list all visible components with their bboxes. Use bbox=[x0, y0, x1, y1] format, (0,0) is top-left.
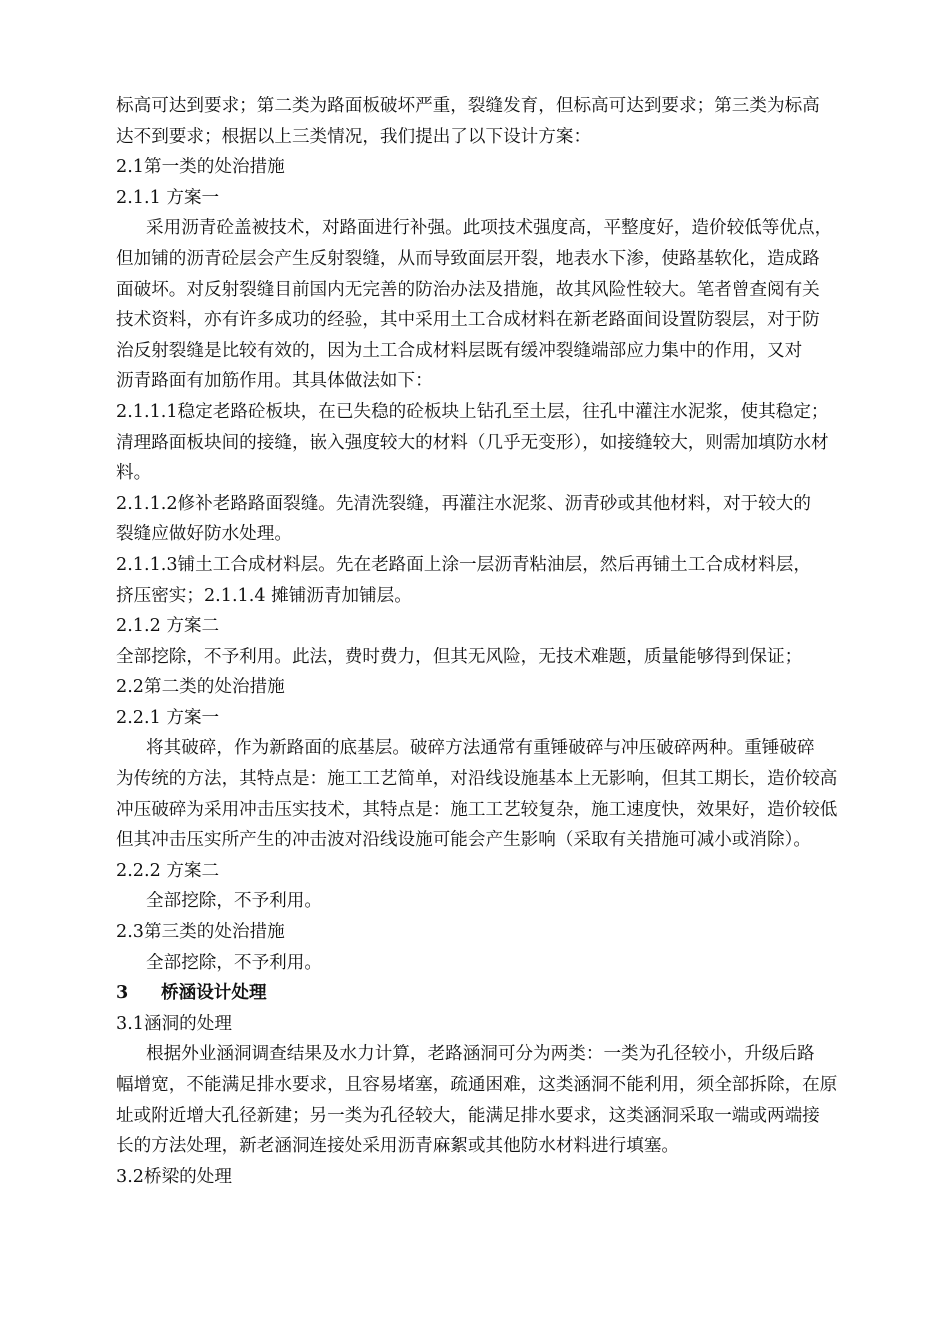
text-line: 采用沥青砼盖被技术，对路面进行补强。此项技术强度高，平整度好，造价较低等优点， bbox=[146, 218, 833, 239]
text-line: 清理路面板块间的接缝，嵌入强度较大的材料（几乎无变形），如接缝较大，则需加填防水材 bbox=[116, 432, 829, 453]
text-line: 挤压密实；2.1.1.4 摊铺沥青加铺层。 bbox=[116, 585, 412, 606]
text-line: 3.2桥梁的处理 bbox=[116, 1166, 232, 1187]
text-line: 治反射裂缝是比较有效的，因为土工合成材料层既有缓冲裂缝端部应力集中的作用，又对 bbox=[116, 340, 803, 361]
text-line: 面破坏。对反射裂缝目前国内无完善的防治办法及措施，故其风险性较大。笔者曾查阅有关 bbox=[116, 279, 820, 300]
text-line: 但其冲击压实所产生的冲击波对沿线设施可能会产生影响（采取有关措施可减小或消除）。 bbox=[116, 830, 811, 851]
text-line: 全部挖除，不予利用。此法，费时费力，但其无风险，无技术难题，质量能够得到保证； bbox=[116, 646, 803, 667]
text-line: 全部挖除，不予利用。 bbox=[146, 891, 322, 912]
text-line: 料。 bbox=[116, 463, 152, 484]
text-line: 2.1.1.2修补老路路面裂缝。先清洗裂缝，再灌注水泥浆、沥青砂或其他材料，对于较大的 bbox=[116, 493, 811, 514]
text-line: 裂缝应做好防水处理。 bbox=[116, 524, 292, 545]
text-block-1 bbox=[116, 91, 868, 978]
text-line: 达不到要求；根据以上三类情况，我们提出了以下设计方案： bbox=[116, 126, 592, 147]
text-line: 技术资料，亦有许多成功的经验，其中采用土工合成材料在新老路面间设置防裂层，对于防 bbox=[116, 310, 820, 331]
text-line: 2.1.1 方案一 bbox=[116, 187, 220, 208]
text-line: 2.2第二类的处治措施 bbox=[116, 677, 285, 698]
text-line: 2.2.2 方案二 bbox=[116, 860, 220, 881]
text-line: 址或附近增大孔径新建；另一类为孔径较大，能满足排水要求，这类涵洞采取一端或两端接 bbox=[116, 1105, 820, 1126]
text-line: 为传统的方法，其特点是：施工工艺简单，对沿线设施基本上无影响，但其工期长，造价较高 bbox=[116, 769, 838, 790]
section-title: 桥涵设计处理 bbox=[161, 982, 267, 1004]
text-block-2 bbox=[116, 1009, 868, 1193]
text-line: 2.1第一类的处治措施 bbox=[116, 157, 285, 178]
section-number: 3 bbox=[116, 982, 129, 1004]
text-line: 2.1.1.3铺土工合成材料层。先在老路面上涂一层沥青粘油层，然后再铺土工合成材料层， bbox=[116, 554, 811, 575]
text-line: 长的方法处理，新老涵洞连接处采用沥青麻絮或其他防水材料进行填塞。 bbox=[116, 1136, 680, 1157]
text-line: 冲压破碎为采用冲击压实技术，其特点是：施工工艺较复杂，施工速度快，效果好，造价较低 bbox=[116, 799, 838, 820]
text-line: 根据外业涵洞调查结果及水力计算，老路涵洞可分为两类：一类为孔径较小，升级后路 bbox=[146, 1044, 815, 1065]
text-line: 2.1.1.1稳定老路砼板块，在已失稳的砼板块上钻孔至土层，往孔中灌注水泥浆，使其稳定； bbox=[116, 401, 829, 422]
text-line: 幅增宽，不能满足排水要求，且容易堵塞，疏通困难，这类涵洞不能利用，须全部拆除，在原 bbox=[116, 1075, 838, 1095]
text-line: 沥青路面有加筋作用。其具体做法如下： bbox=[116, 371, 433, 392]
text-line: 将其破碎，作为新路面的底基层。破碎方法通常有重锤破碎与冲压破碎两种。重锤破碎 bbox=[146, 738, 815, 759]
text-line: 3.1涵洞的处理 bbox=[116, 1013, 232, 1034]
text-line: 2.1.2 方案二 bbox=[116, 616, 220, 637]
text-line: 2.2.1 方案一 bbox=[116, 707, 220, 728]
text-line: 2.3第三类的处治措施 bbox=[116, 922, 285, 943]
document-page bbox=[116, 91, 868, 1192]
text-line: 全部挖除，不予利用。 bbox=[146, 952, 322, 973]
text-line: 标高可达到要求；第二类为路面板破坏严重，裂缝发育，但标高可达到要求；第三类为标高 bbox=[116, 96, 820, 116]
text-line: 但加铺的沥青砼层会产生反射裂缝，从而导致面层开裂，地表水下渗，使路基软化，造成路 bbox=[116, 248, 820, 269]
section-heading-3 bbox=[116, 978, 868, 1009]
